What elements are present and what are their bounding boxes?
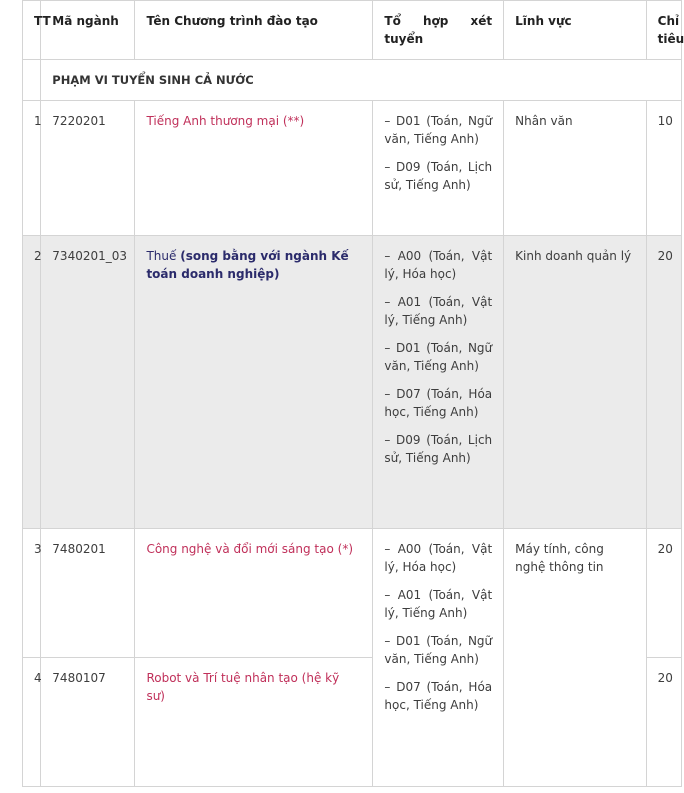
header-quota: Chỉ tiêu [646,1,681,60]
header-program: Tên Chương trình đào tạo [135,1,373,60]
combo-item: – A00 (Toán, Vật lý, Hóa học) [384,249,493,281]
combo-item: – D01 (Toán, Ngữ văn, Tiếng Anh) [384,341,493,373]
cell-program [135,101,373,236]
combo-item: – D07 (Toán, Hóa học, Tiếng Anh) [384,387,493,419]
cell-program [135,236,373,529]
cell-combos [373,101,504,236]
table-row [23,101,682,236]
cell-quota: 10 [646,101,681,236]
cell-program [135,529,373,658]
header-code: Mã ngành [41,1,135,60]
cell-combos [373,529,504,787]
combo-item: – D07 (Toán, Hóa học, Tiếng Anh) [384,680,493,712]
cell-code: 7480201 [41,529,135,658]
cell-code: 7340201_03 [41,236,135,529]
combo-item: – A01 (Toán, Vật lý, Tiếng Anh) [384,588,493,620]
cell-quota: 20 [646,236,681,529]
cell-tt: 1 [23,101,41,236]
cell-field: Máy tính, công nghệ thông tin [504,529,647,787]
program-note: (song bằng với ngành Kế toán doanh nghiệp) [146,249,349,281]
header-row [23,1,682,60]
cell-quota: 20 [646,658,681,787]
program-link[interactable]: Công nghệ và đổi mới sáng tạo (*) [146,542,353,556]
table-row [23,236,682,529]
header-combo: Tổ hợp xét tuyển [373,1,504,60]
section-empty-cell [23,60,41,101]
cell-program [135,658,373,787]
program-link[interactable]: Robot và Trí tuệ nhân tạo (hệ kỹ sư) [146,671,340,703]
cell-code: 7480107 [41,658,135,787]
cell-tt: 2 [23,236,41,529]
combo-item: – A00 (Toán, Vật lý, Hóa học) [384,542,493,574]
cell-code: 7220201 [41,101,135,236]
combo-item: – D01 (Toán, Ngữ văn, Tiếng Anh) [384,634,493,666]
cell-field: Kinh doanh quản lý [504,236,647,529]
admissions-table [22,0,682,787]
program-link[interactable]: Tiếng Anh thương mại (**) [146,114,305,128]
cell-tt: 4 [23,658,41,787]
cell-tt: 3 [23,529,41,658]
section-row [23,60,682,101]
cell-quota: 20 [646,529,681,658]
combo-item: – D09 (Toán, Lịch sử, Tiếng Anh) [384,433,493,465]
section-title: PHẠM VI TUYỂN SINH CẢ NƯỚC [41,60,682,101]
combo-item: – A01 (Toán, Vật lý, Tiếng Anh) [384,295,493,327]
combo-item: – D09 (Toán, Lịch sử, Tiếng Anh) [384,160,493,192]
combo-item: – D01 (Toán, Ngữ văn, Tiếng Anh) [384,114,493,146]
header-tt: TT [23,1,41,60]
program-link[interactable]: Thuế [146,249,177,263]
table-row [23,529,682,658]
header-field: Lĩnh vực [504,1,647,60]
cell-field: Nhân văn [504,101,647,236]
cell-combos [373,236,504,529]
